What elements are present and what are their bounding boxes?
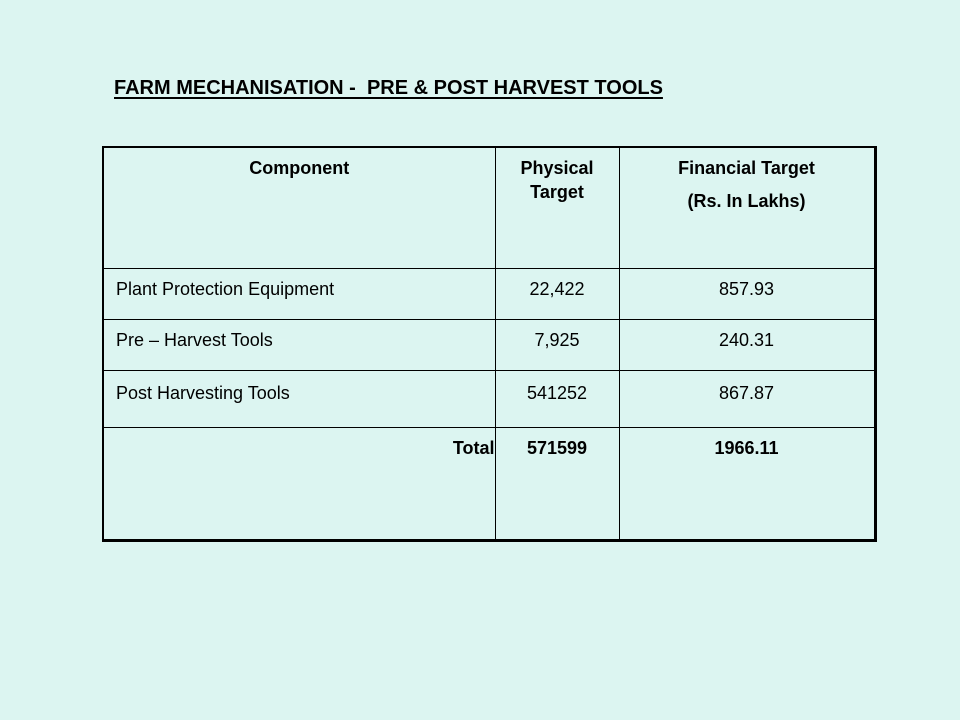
cell-financial: 857.93 [619,269,875,320]
cell-financial: 867.87 [619,371,875,428]
cell-total-financial: 1966.11 [619,428,875,541]
header-financial-target: Financial Target (Rs. In Lakhs) [619,147,875,269]
table-row [103,371,875,428]
targets-table [102,146,877,542]
cell-total-physical: 571599 [495,428,619,541]
table-header-row [103,147,875,269]
slide-title: FARM MECHANISATION - PRE & POST HARVEST TOOLS [114,77,663,99]
cell-component: Pre – Harvest Tools [103,320,495,371]
table-row [103,269,875,320]
header-component: Component [103,147,495,269]
header-physical-target: Physical Target [495,147,619,269]
cell-financial: 240.31 [619,320,875,371]
cell-physical: 7,925 [495,320,619,371]
cell-physical: 541252 [495,371,619,428]
cell-total-label: Total [103,428,495,541]
table-row [103,320,875,371]
cell-physical: 22,422 [495,269,619,320]
cell-component: Plant Protection Equipment [103,269,495,320]
cell-component: Post Harvesting Tools [103,371,495,428]
table-total-row [103,428,875,541]
